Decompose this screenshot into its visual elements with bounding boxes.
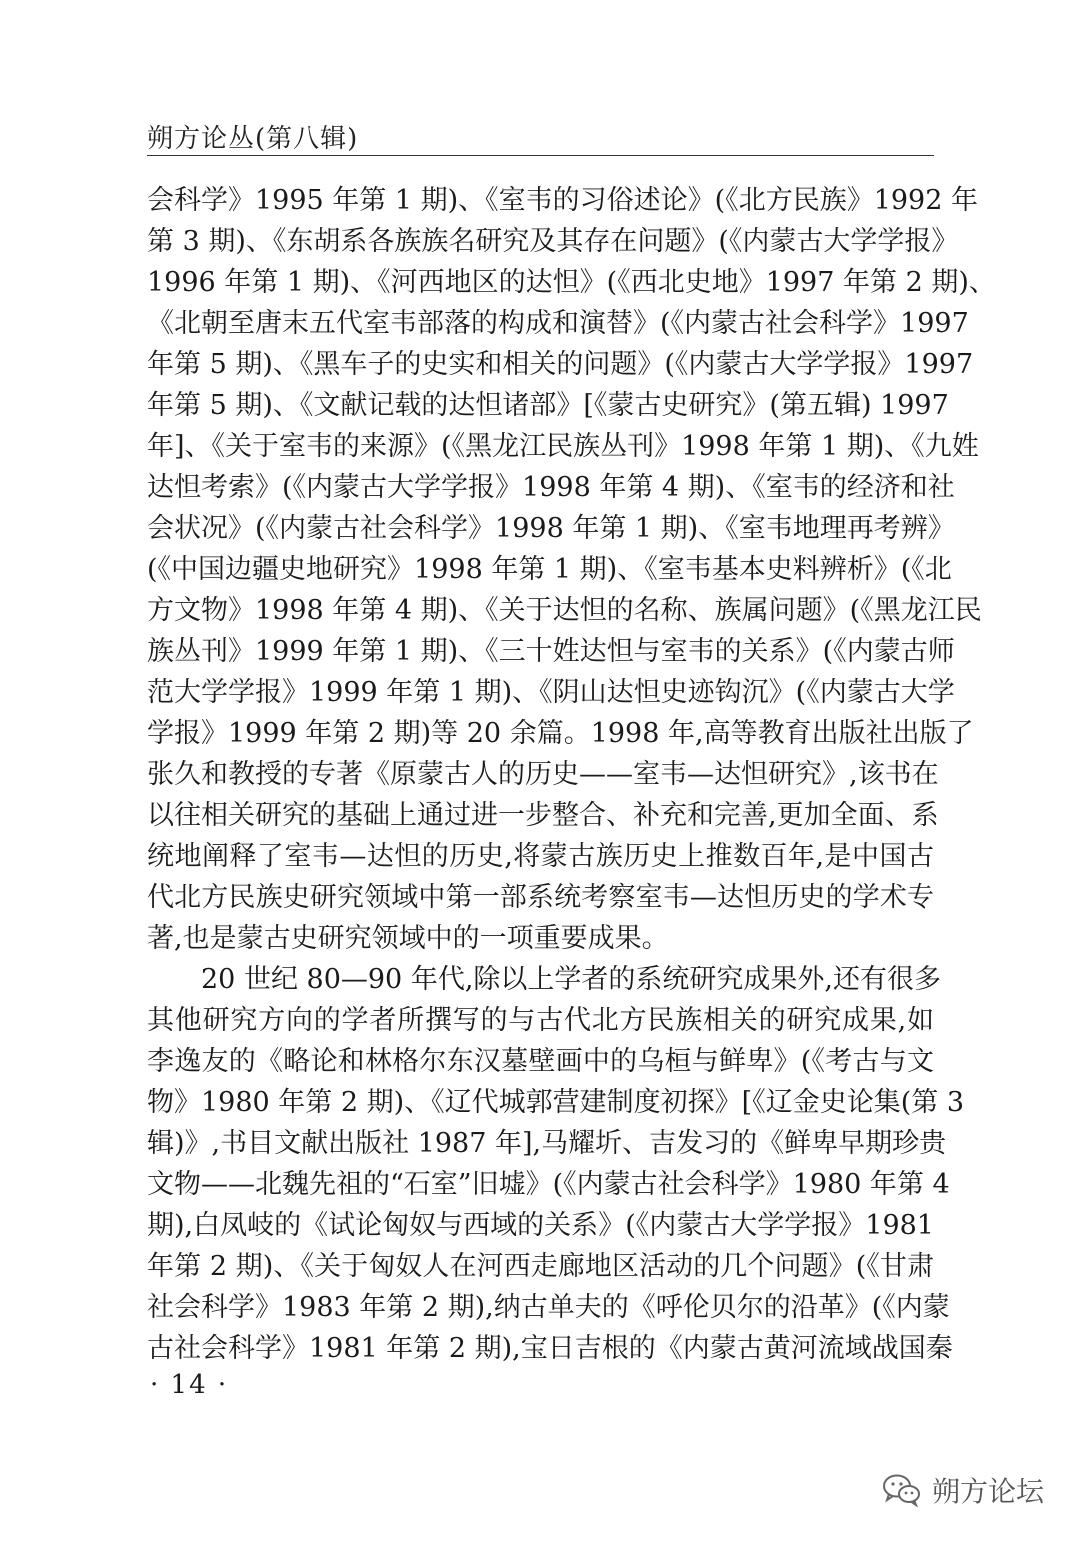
text-line: 1996 年第 1 期)、《河西地区的达怛》(《西北史地》1997 年第 2 期)、: [147, 267, 996, 298]
text-line: 古社会科学》1981 年第 2 期),宝日吉根的《内蒙古黄河流域战国秦: [147, 1333, 953, 1364]
text-line: 社会科学》1983 年第 2 期),纳古单夫的《呼伦贝尔的沿革》(《内蒙: [147, 1292, 950, 1323]
text-line: 年第 5 期)、《黑车子的史实和相关的问题》(《内蒙古大学学报》1997: [147, 349, 974, 380]
text-line: 20 世纪 80—90 年代,除以上学者的系统研究成果外,还有很多: [201, 964, 941, 995]
text-line: 学报》1999 年第 2 期)等 20 余篇。1998 年,高等教育出版社出版了: [147, 718, 974, 749]
text-line: 年第 5 期)、《文献记载的达怛诸部》[《蒙古史研究》(第五辑) 1997: [147, 390, 949, 421]
wechat-icon: [882, 1473, 922, 1507]
text-line: 年第 2 期)、《关于匈奴人在河西走廊地区活动的几个问题》(《甘肃: [147, 1251, 934, 1282]
text-line: 著,也是蒙古史研究领域中的一项重要成果。: [147, 923, 669, 954]
text-line: 达怛考索》(《内蒙古大学学报》1998 年第 4 期)、《室韦的经济和社: [147, 472, 955, 503]
text-line: 《北朝至唐末五代室韦部落的构成和演替》(《内蒙古社会科学》1997: [147, 308, 969, 339]
text-line: 会科学》1995 年第 1 期)、《室韦的习俗述论》(《北方民族》1992 年: [147, 185, 979, 216]
text-line: 辑)》,书目文献出版社 1987 年],马耀圻、吉发习的《鲜卑早期珍贵: [147, 1128, 947, 1159]
text-line: 代北方民族史研究领域中第一部系统考察室韦—达怛历史的学术专: [147, 882, 934, 913]
watermark: [882, 1470, 1044, 1510]
text-line: 文物——北魏先祖的“石室”旧墟》(《内蒙古社会科学》1980 年第 4: [147, 1169, 950, 1200]
running-head-title: 朔方论丛(第八辑): [147, 124, 359, 154]
text-line: 年]、《关于室韦的来源》(《黑龙江民族丛刊》1998 年第 1 期)、《九姓: [147, 431, 979, 462]
text-line: 范大学学报》1999 年第 1 期)、《阴山达怛史迹钩沉》(《内蒙古大学: [147, 677, 955, 708]
text-line: 期),白凤岐的《试论匈奴与西域的关系》(《内蒙古大学学报》1981: [147, 1210, 934, 1241]
text-line: 第 3 期)、《东胡系各族族名研究及其存在问题》(《内蒙古大学学报》: [147, 226, 959, 257]
text-line: (《中国边疆史地研究》1998 年第 1 期)、《室韦基本史料辨析》(《北: [147, 554, 952, 585]
text-line: 以往相关研究的基础上通过进一步整合、补充和完善,更加全面、系: [147, 800, 939, 831]
text-line: 其他研究方向的学者所撰写的与古代北方民族相关的研究成果,如: [147, 1005, 934, 1036]
text-line: 李逸友的《略论和林格尔东汉墓壁画中的乌桓与鲜卑》(《考古与文: [147, 1046, 934, 1077]
header-rule: [147, 155, 934, 156]
watermark-label: 朔方论坛: [931, 1475, 1044, 1508]
body-text: [147, 180, 996, 1369]
text-line: 会状况》(《内蒙古社会科学》1998 年第 1 期)、《室韦地理再考辨》: [147, 513, 955, 544]
text-line: 方文物》1998 年第 4 期)、《关于达怛的名称、族属问题》(《黑龙江民: [147, 595, 982, 626]
text-line: 张久和教授的专著《原蒙古人的历史——室韦—达怛研究》,该书在: [147, 759, 939, 790]
text-line: 统地阐释了室韦—达怛的历史,将蒙古族历史上推数百年,是中国古: [147, 841, 934, 872]
page-number: · 14 ·: [150, 1370, 229, 1400]
text-line: 物》1980 年第 2 期)、《辽代城郭营建制度初探》[《辽金史论集(第 3: [147, 1087, 964, 1118]
text-line: 族丛刊》1999 年第 1 期)、《三十姓达怛与室韦的关系》(《内蒙古师: [147, 636, 955, 667]
